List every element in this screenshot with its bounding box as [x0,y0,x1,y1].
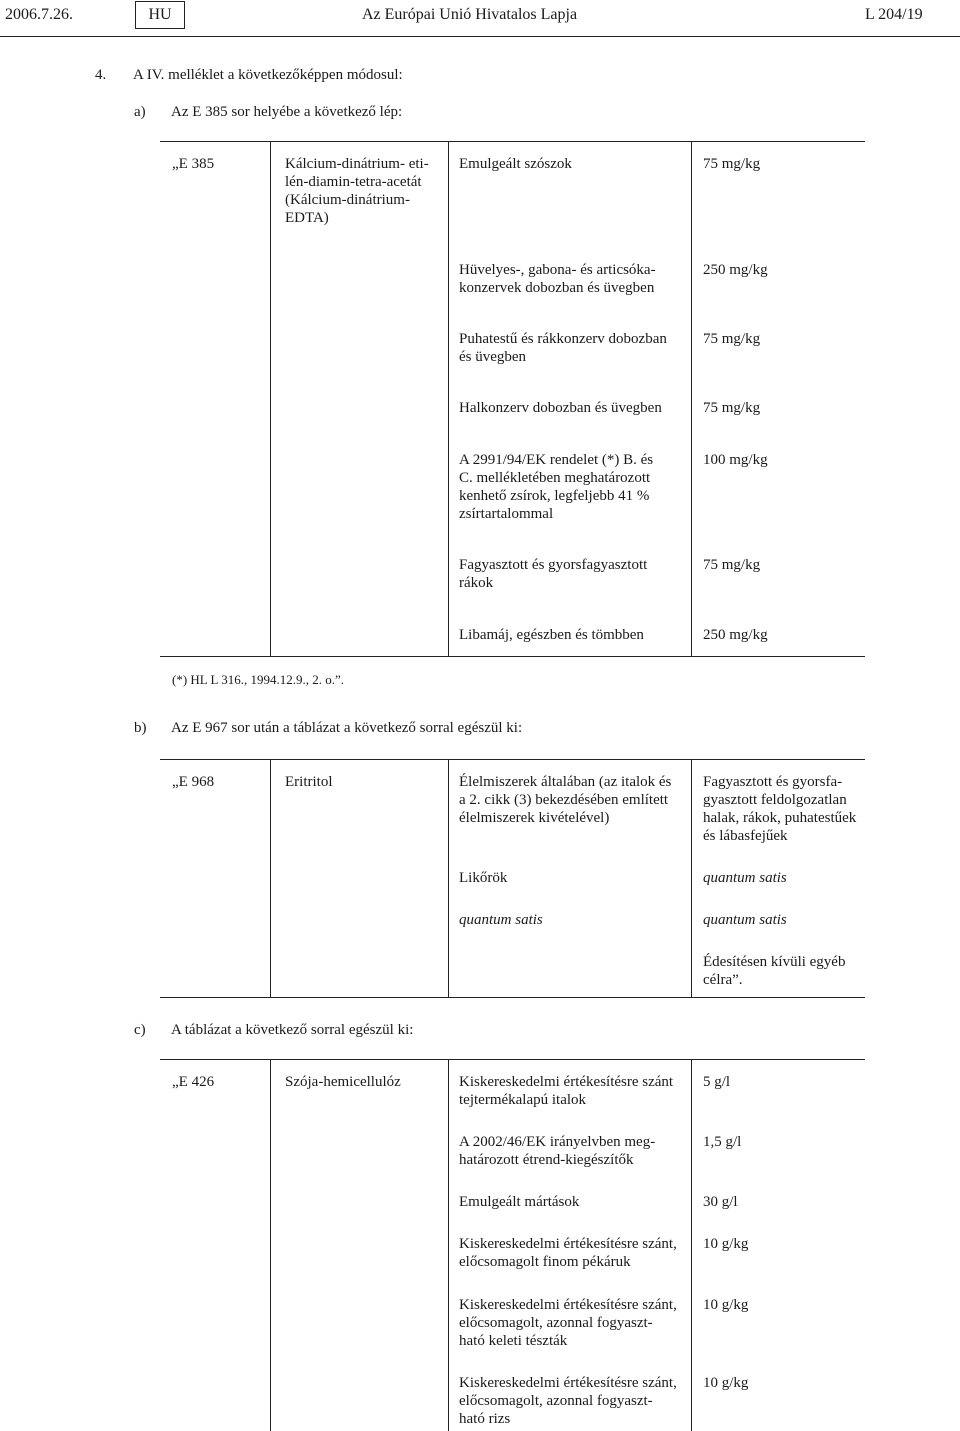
food-category: Hüvelyes-, gabona- és articsóka- konzervek dobozban és üvegben [459,262,656,296]
table-c-col-rule-1 [270,1059,271,1431]
table-c-col-rule-3 [691,1059,692,1431]
food-category: Édesítésen kívüli egyéb célra”. [703,954,846,988]
max-level: 5 g/l [703,1074,731,1090]
additive-name: Kálcium-dinátrium- eti- lén-diamin-tetra-acetát (Kálcium-dinátrium- EDTA) [285,156,429,226]
food-category: Libamáj, egészben és tömbben [459,627,644,643]
food-category: Kiskereskedelmi értékesítésre szánt, előcsomagolt finom pékáruk [459,1236,677,1270]
max-level: quantum satis [703,912,787,928]
section-c-label: c) [134,1022,146,1038]
max-level: 1,5 g/l [703,1134,742,1150]
table-b-col-rule-3 [691,759,692,998]
max-level: 10 g/kg [703,1375,749,1391]
food-category: Emulgeált mártások [459,1194,580,1210]
food-category: Puhatestű és rákkonzerv dobozban és üvegben [459,331,667,365]
additive-code: „E 968 [172,774,215,790]
max-level: 250 mg/kg [703,627,768,643]
max-level: 10 g/kg [703,1236,749,1252]
food-category: Emulgeált szószok [459,156,572,172]
additive-code: „E 385 [172,156,215,172]
language-badge: HU [135,1,185,29]
item-text: A IV. melléklet a következőképpen módosul: [133,67,403,83]
food-category: Élelmiszerek általában (az italok és a 2. cikk (3) bekezdésében említett élelmiszerek kivételével) [459,774,672,826]
food-category: A 2002/46/EK irányelvben meg- határozott étrend-kiegészítők [459,1134,656,1168]
max-level: quantum satis [703,870,787,886]
additive-name: Szója-hemicellulóz [285,1074,401,1090]
food-category: Kiskereskedelmi értékesítésre szánt, előcsomagolt, azonnal fogyaszt- ható keleti tészták [459,1297,677,1349]
table-a-col-rule-3 [691,141,692,657]
table-a-col-rule-1 [270,141,271,657]
max-level: 100 mg/kg [703,452,768,468]
section-a-label: a) [134,104,146,120]
food-category: Likőrök [459,870,508,886]
table-b-col-rule-1 [270,759,271,998]
item-number: 4. [95,67,107,83]
table-a-col-rule-2 [448,141,449,657]
food-category: Fagyasztott és gyorsfa- gyasztott feldolgozatlan halak, rákok, puhatestűek és lábasfejűek [703,774,857,844]
footnote: (*) HL L 316., 1994.12.9., 2. o.”. [172,672,344,687]
max-level: 75 mg/kg [703,557,761,573]
food-category: Fagyasztott és gyorsfagyasztott rákok [459,557,648,591]
table-c-col-rule-2 [448,1059,449,1431]
max-level: 75 mg/kg [703,400,761,416]
header-rule [0,36,960,37]
table-b-bottom-rule [160,997,865,998]
section-b-text: Az E 967 sor után a táblázat a következő sorral egészül ki: [171,720,523,736]
food-category: Kiskereskedelmi értékesítésre szánt, előcsomagolt, azonnal fogyaszt- ható rizs [459,1375,677,1427]
page-number: L 204/19 [865,6,923,23]
max-level: 75 mg/kg [703,331,761,347]
journal-title: Az Európai Unió Hivatalos Lapja [362,6,578,23]
food-category: Halkonzerv dobozban és üvegben [459,400,662,416]
table-c-top-rule [160,1059,865,1060]
table-b-top-rule [160,759,865,760]
section-a-text: Az E 385 sor helyébe a következő lép: [171,104,403,120]
additive-name: Eritritol [285,774,333,790]
max-level: 75 mg/kg [703,156,761,172]
table-a-bottom-rule [160,656,865,657]
table-a-top-rule [160,141,865,142]
max-level: quantum satis [459,912,543,928]
additive-code: „E 426 [172,1074,215,1090]
food-category: A 2991/94/EK rendelet (*) B. és C. mellékletében meghatározott kenhető zsírok, legfeljebb 41 % zsírtartalommal [459,452,654,522]
table-b-col-rule-2 [448,759,449,998]
section-c-text: A táblázat a következő sorral egészül ki: [171,1022,414,1038]
max-level: 250 mg/kg [703,262,768,278]
max-level: 10 g/kg [703,1297,749,1313]
section-b-label: b) [134,720,147,736]
header-date: 2006.7.26. [5,6,73,23]
food-category: Kiskereskedelmi értékesítésre szánt tejtermékalapú italok [459,1074,674,1108]
max-level: 30 g/l [703,1194,738,1210]
